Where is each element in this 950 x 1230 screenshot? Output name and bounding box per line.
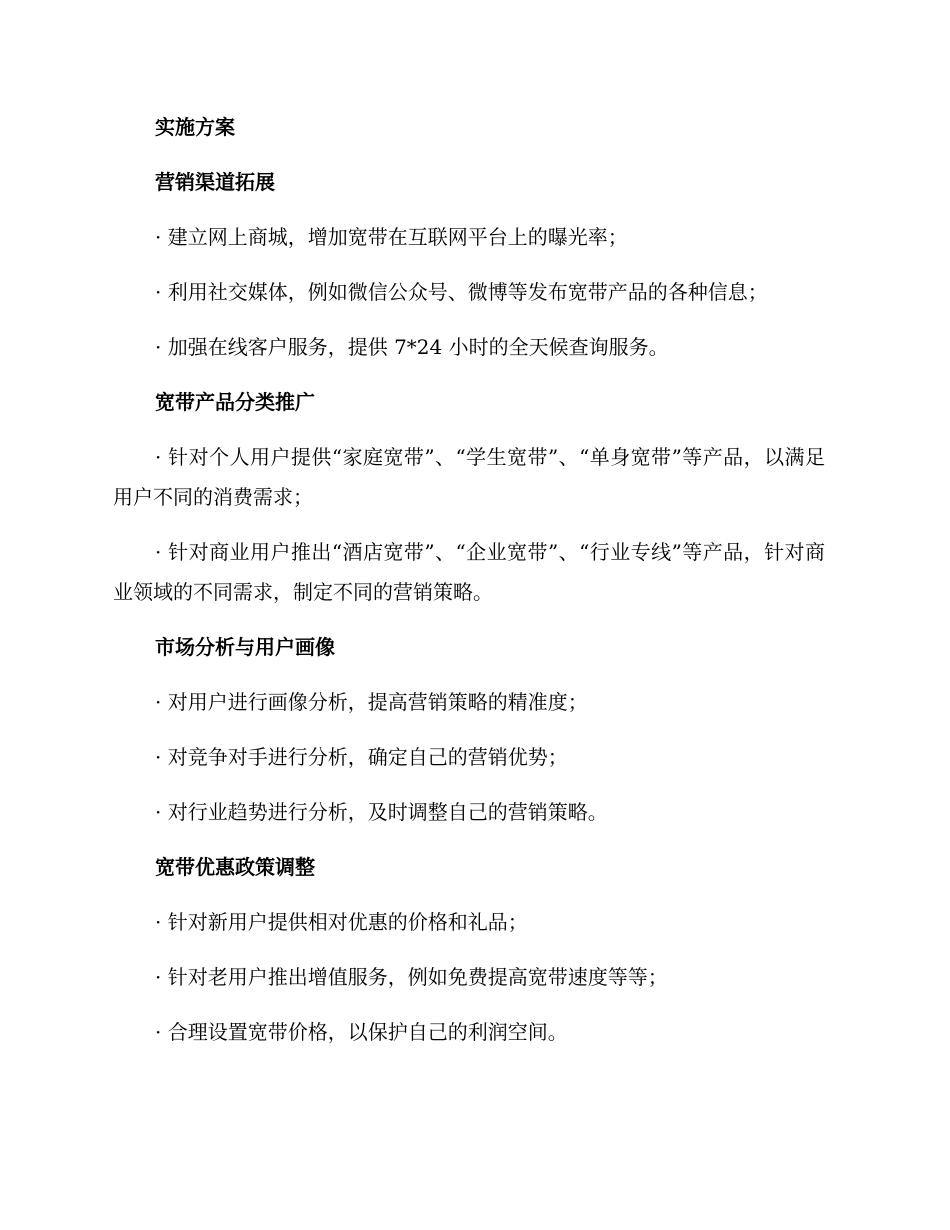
item-online-mall: · 建立网上商城，增加宽带在互联网平台上的曝光率； bbox=[155, 225, 628, 249]
document-body bbox=[113, 107, 825, 1067]
item-business-users: · 针对商业用户推出“酒店宽带”、“企业宽带”、“行业专线”等产品，针对商业领域的不同需求，制定不同的营销策略。 bbox=[113, 540, 825, 604]
item-user-profiling: · 对用户进行画像分析，提高营销策略的精准度； bbox=[155, 690, 588, 714]
heading-market-analysis: 市场分析与用户画像 bbox=[155, 635, 335, 659]
heading-discount-policy: 宽带优惠政策调整 bbox=[155, 855, 315, 879]
item-personal-users: · 针对个人用户提供“家庭宽带”、“学生宽带”、“单身宽带”等产品，以满足用户不同的消费需求； bbox=[113, 445, 825, 509]
heading-product-promotion: 宽带产品分类推广 bbox=[155, 390, 315, 414]
item-old-users: · 针对老用户推出增值服务，例如免费提高宽带速度等等； bbox=[155, 965, 668, 989]
item-pricing: · 合理设置宽带价格，以保护自己的利润空间。 bbox=[155, 1020, 568, 1044]
item-industry-trends: · 对行业趋势进行分析，及时调整自己的营销策略。 bbox=[155, 800, 608, 824]
item-new-users: · 针对新用户提供相对优惠的价格和礼品； bbox=[155, 910, 528, 934]
item-online-service: · 加强在线客户服务，提供 7*24 小时的全天候查询服务。 bbox=[155, 335, 669, 359]
item-competitor-analysis: · 对竞争对手进行分析，确定自己的营销优势； bbox=[155, 745, 568, 769]
heading-channel-expansion: 营销渠道拓展 bbox=[155, 170, 275, 194]
heading-implementation-plan: 实施方案 bbox=[155, 115, 235, 139]
item-social-media: · 利用社交媒体，例如微信公众号、微博等发布宽带产品的各种信息； bbox=[155, 280, 768, 304]
